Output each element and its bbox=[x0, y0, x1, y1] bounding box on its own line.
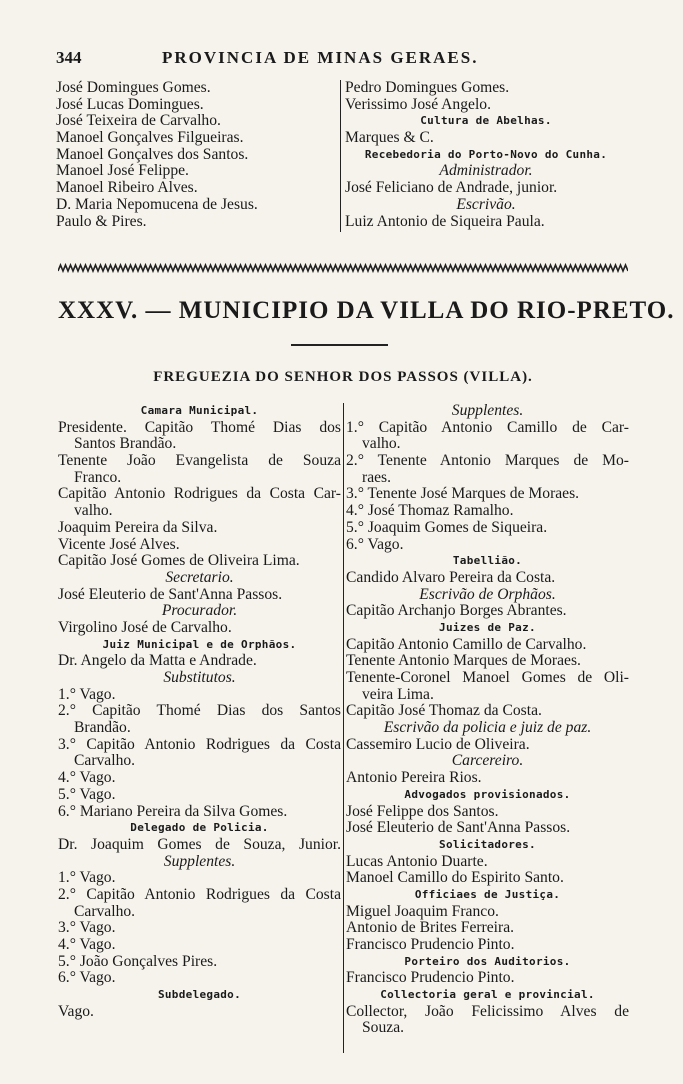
section-title: XXXV. — MUNICIPIO DA VILLA DO RIO-PRETO. bbox=[58, 297, 675, 324]
entry-line: Capitão Antonio Rodrigues da Costa Car- bbox=[58, 486, 341, 503]
entry-line: 1.° Vago. bbox=[58, 870, 116, 887]
role-heading: Supplentes. bbox=[451, 403, 524, 419]
entry-line: 5.° João Gonçalves Pires. bbox=[58, 953, 218, 970]
entry-line: Virgolino José de Carvalho. bbox=[58, 619, 232, 636]
entry-line: Francisco Prudencio Pinto. bbox=[346, 970, 515, 987]
entry-line: Luiz Antonio de Siqueira Paula. bbox=[345, 213, 545, 230]
entry-line: Marques & C. bbox=[345, 130, 434, 147]
entry-line: Francisco Prudencio Pinto. bbox=[346, 937, 515, 953]
role-heading: Procurador. bbox=[161, 603, 238, 620]
entry-line: José Lucas Domingues. bbox=[56, 96, 204, 113]
page-header bbox=[0, 48, 683, 72]
entry-line: José Teixeira de Carvalho. bbox=[56, 113, 221, 130]
entry-continuation: Santos Brandão. bbox=[74, 436, 177, 453]
entry-line: 6.° Vago. bbox=[58, 970, 116, 987]
entry-continuation: Carvalho. bbox=[74, 903, 136, 920]
entry-line: Manoel Ribeiro Alves. bbox=[56, 180, 198, 197]
entry-line: José Eleuterio de Sant'Anna Passos. bbox=[58, 586, 283, 603]
entry-continuation: valho. bbox=[74, 503, 113, 520]
top-right-column bbox=[345, 80, 627, 230]
role-heading: Escrivão. bbox=[456, 196, 516, 213]
entry-line: Miguel Joaquim Franco. bbox=[346, 903, 499, 920]
role-heading: Administrador. bbox=[439, 163, 533, 180]
entry-line: 3.° Vago. bbox=[58, 920, 116, 937]
entry-line: Manoel Gonçalves Filgueiras. bbox=[56, 130, 244, 147]
entry-continuation: Souza. bbox=[362, 1020, 405, 1037]
entry-line: Candido Alvaro Pereira da Costa. bbox=[346, 569, 556, 586]
entry-line: Tenente Antonio Marques de Moraes. bbox=[346, 653, 581, 670]
role-heading: Carcereiro. bbox=[451, 753, 524, 770]
main-left-column bbox=[58, 403, 341, 1020]
entry-continuation: valho. bbox=[362, 436, 401, 453]
main-right-column bbox=[346, 403, 629, 1037]
entry-line: 4.° Vago. bbox=[58, 770, 116, 787]
entry-continuation: Brandão. bbox=[74, 720, 131, 737]
entry-line: 1.° Vago. bbox=[58, 686, 116, 703]
entry-line: Dr. Angelo da Matta e Andrade. bbox=[58, 653, 257, 670]
entry-line: José Felippe dos Santos. bbox=[346, 803, 499, 820]
role-heading: Escrivão de Orphãos. bbox=[419, 586, 556, 603]
section-heading: Collectoria geral e provincial. bbox=[380, 988, 595, 1002]
section-heading: Porteiro dos Auditorios. bbox=[404, 954, 571, 968]
entry-line: Manoel Camillo do Espirito Santo. bbox=[346, 870, 564, 887]
entry-line: José Domingues Gomes. bbox=[56, 80, 211, 96]
section-heading: Juizes de Paz. bbox=[439, 620, 536, 634]
role-heading: Escrivão da policia e juiz de paz. bbox=[383, 720, 592, 737]
entry-line: 2.° Tenente Antonio Marques de Mo- bbox=[346, 453, 629, 470]
entry-line: 4.° Vago. bbox=[58, 937, 116, 953]
entry-line: Lucas Antonio Duarte. bbox=[346, 853, 488, 870]
entry-line: 6.° Vago. bbox=[346, 536, 404, 553]
entry-continuation: veira Lima. bbox=[362, 686, 434, 703]
entry-line: Vicente José Alves. bbox=[58, 536, 180, 553]
entry-line: 4.° José Thomaz Ramalho. bbox=[346, 503, 514, 520]
entry-line: Collector, João Felicissimo Alves de bbox=[346, 1003, 629, 1020]
entry-line: Vago. bbox=[58, 1003, 94, 1020]
role-heading: Secretario. bbox=[165, 569, 234, 586]
entry-line: Tenente-Coronel Manoel Gomes de Oli- bbox=[346, 670, 629, 686]
running-title: PROVINCIA DE MINAS GERAES. bbox=[162, 48, 479, 67]
entry-line: Manoel Gonçalves dos Santos. bbox=[56, 146, 249, 163]
main-column-divider bbox=[343, 403, 344, 1053]
entry-line: 3.° Tenente José Marques de Moraes. bbox=[346, 486, 580, 503]
top-left-column bbox=[56, 80, 338, 230]
role-heading: Substitutos. bbox=[163, 670, 236, 686]
entry-line: Dr. Joaquim Gomes de Souza, Junior. bbox=[58, 836, 341, 853]
entry-line: Capitão José Gomes de Oliveira Lima. bbox=[58, 553, 300, 570]
entry-line: Presidente. Capitão Thomé Dias dos bbox=[58, 419, 341, 436]
entry-line: José Feliciano de Andrade, junior. bbox=[345, 180, 558, 197]
entry-line: 6.° Mariano Pereira da Silva Gomes. bbox=[58, 803, 288, 820]
top-column-divider bbox=[340, 80, 341, 232]
page-number: 344 bbox=[56, 48, 82, 67]
entry-line: D. Maria Nepomucena de Jesus. bbox=[56, 196, 258, 213]
entry-line: Capitão Archanjo Borges Abrantes. bbox=[346, 603, 567, 620]
wavy-separator bbox=[58, 262, 628, 276]
entry-line: 5.° Vago. bbox=[58, 786, 116, 803]
section-heading: Recebedoria do Porto-Novo do Cunha. bbox=[364, 147, 608, 161]
section-heading: Officiaes de Justiça. bbox=[414, 887, 561, 901]
section-heading: Advogados provisionados. bbox=[404, 787, 571, 801]
entry-line: Tenente João Evangelista de Souza bbox=[58, 453, 341, 470]
entry-line: 2.° Capitão Thomé Dias dos Santos bbox=[58, 703, 341, 720]
entry-line: Cassemiro Lucio de Oliveira. bbox=[346, 736, 530, 753]
entry-line: Capitão José Thomaz da Costa. bbox=[346, 703, 542, 720]
parish-subtitle: FREGUEZIA DO SENHOR DOS PASSOS (VILLA). bbox=[153, 369, 533, 385]
section-heading: Solicitadores. bbox=[439, 837, 536, 851]
entry-line: Joaquim Pereira da Silva. bbox=[58, 519, 218, 536]
entry-continuation: Franco. bbox=[74, 469, 122, 486]
section-heading: Cultura de Abelhas. bbox=[420, 114, 552, 128]
entry-line: Manoel José Felippe. bbox=[56, 163, 189, 180]
section-heading: Tabellião. bbox=[452, 554, 523, 568]
entry-line: 5.° Joaquim Gomes de Siqueira. bbox=[346, 519, 548, 536]
entry-continuation: raes. bbox=[362, 469, 392, 486]
entry-line: Capitão Antonio Camillo de Carvalho. bbox=[346, 636, 587, 653]
entry-line: 3.° Capitão Antonio Rodrigues da Costa bbox=[58, 736, 341, 753]
entry-continuation: Carvalho. bbox=[74, 753, 136, 770]
section-heading: Camara Municipal. bbox=[140, 404, 259, 417]
entry-line: Antonio Pereira Rios. bbox=[346, 770, 482, 787]
entry-line: 2.° Capitão Antonio Rodrigues da Costa bbox=[58, 886, 341, 903]
entry-line: Antonio de Brites Ferreira. bbox=[346, 920, 515, 937]
entry-line: 1.° Capitão Antonio Camillo de Car- bbox=[346, 419, 629, 436]
role-heading: Supplentes. bbox=[163, 853, 236, 870]
section-heading: Delegado de Policia. bbox=[130, 821, 269, 835]
entry-line: Paulo & Pires. bbox=[56, 213, 147, 230]
entry-line: José Eleuterio de Sant'Anna Passos. bbox=[346, 820, 571, 837]
entry-line: Pedro Domingues Gomes. bbox=[345, 80, 510, 96]
entry-line: Verissimo José Angelo. bbox=[345, 96, 491, 113]
section-heading: Subdelegado. bbox=[157, 988, 242, 1002]
section-heading: Juiz Municipal e de Orphãos. bbox=[102, 637, 297, 651]
title-rule bbox=[291, 344, 388, 346]
